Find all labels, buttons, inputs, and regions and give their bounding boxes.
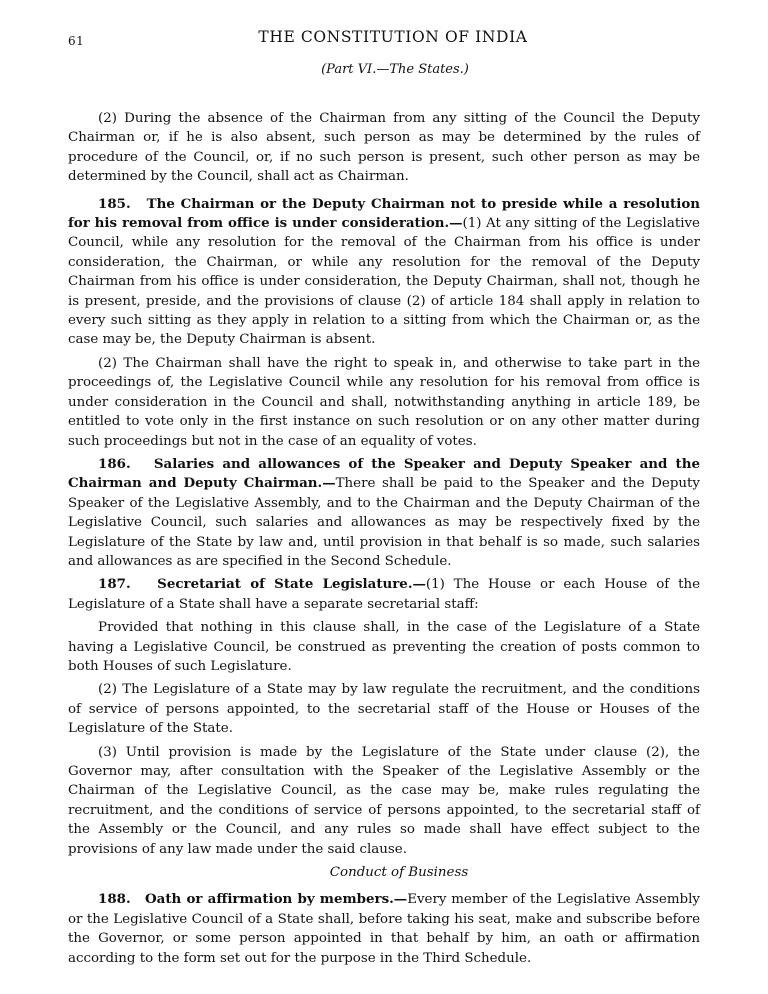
article-188-text: Every member of the Legislative Assembly or the Legislative Council of a State shall, before taking his seat, make and subscribe before the Governor, or some person appointed in that behalf by him, an oath or affirmation according to the form set out for the purpose in the Third Schedule. — [68, 892, 700, 966]
part-heading: (Part VI.—The States.) — [321, 62, 469, 77]
article-185-heading: The Chairman or the Deputy Chairman not to preside while a resolution for his removal from office is under consideration.— — [68, 195, 700, 232]
document-body — [68, 109, 700, 976]
article-187-text: (1) The House or each House of the Legislature of a State shall have a separate secretarial staff: — [68, 577, 700, 612]
section-heading: Conduct of Business — [329, 865, 469, 881]
article-185-text: (1) At any sitting of the Legislative Council, while any resolution for the removal of the Chairman from his office is under consideration, the Chairman, or while any resolution for the removal of the Deputy Chairman from his office is under consideration, the Deputy Chairman, shall not, though he is present, preside, and the provisions of clause (2) of article 184 shall apply in relation to every such sitting as they apply in relation to a sitting from which the Chairman or, as the case may be, the Deputy Chairman is absent. — [68, 216, 700, 348]
article-188-heading: Oath or affirmation by members.— — [145, 891, 408, 908]
page-title: THE CONSTITUTION OF INDIA — [258, 28, 528, 46]
article-188-number: 188. — [98, 891, 131, 908]
article-187-number: 187. — [98, 576, 131, 593]
article-188 — [68, 890, 700, 968]
article-184-clause-2: (2) During the absence of the Chairman from any sitting of the Council the Deputy Chairman or, if he is also absent, such person as may be determined by the rules of procedure of the Council, or, if no such person is present, such other person as may be determined by the Council, shall act as Chairman. — [68, 111, 700, 185]
article-187-heading: Secretariat of State Legislature.— — [157, 576, 426, 593]
page-number: 61 — [68, 34, 85, 48]
article-185-number: 185. — [98, 195, 131, 212]
article-187-clause-2: (2) The Legislature of a State may by law regulate the recruitment, and the conditions of service of persons appointed, to the secretarial staff of the House or Houses of the Legislature of the State. — [68, 682, 700, 737]
article-186-number: 186. — [98, 455, 131, 472]
article-185-clause-2: (2) The Chairman shall have the right to speak in, and otherwise to take part in the proceedings of, the Legislative Council while any resolution for his removal from office is under consideration in the Council and shall, notwithstanding anything in article 189, be entitled to vote only in the first instance on such resolution or on any other matter during such proceedings but not in the case of an equality of votes. — [68, 355, 700, 449]
article-187-clause-3: (3) Until provision is made by the Legislature of the State under clause (2), the Governor may, after consultation with the Speaker of the Legislative Assembly or the Chairman of the Legislative Council, as the case may be, make rules regulating the recruitment, and the conditions of service of persons appointed, to the secretarial staff of the Assembly or the Council, and any rules so made shall have effect subject to the provisions of any law made under the said clause. — [68, 744, 700, 857]
article-185 — [68, 195, 700, 350]
article-186-heading: Salaries and allowances of the Speaker and Deputy Speaker and the Chairman and Deputy Chairman.— — [68, 455, 700, 492]
article-187-proviso: Provided that nothing in this clause shall, in the case of the Legislature of a State having a Legislative Council, be construed as preventing the creation of posts common to both Houses of such Legislature. — [68, 620, 700, 674]
article-186 — [68, 455, 700, 571]
article-187 — [68, 575, 700, 614]
article-186-text: There shall be paid to the Speaker and the Deputy Speaker of the Legislative Assembly, and to the Chairman and the Deputy Chairman of the Legislative Council, such salaries and allowances as may be respectively fixed by the Legislature of the State by law and, until provision in that behalf is so made, such salaries and allowances as are specified in the Second Schedule. — [68, 476, 700, 569]
